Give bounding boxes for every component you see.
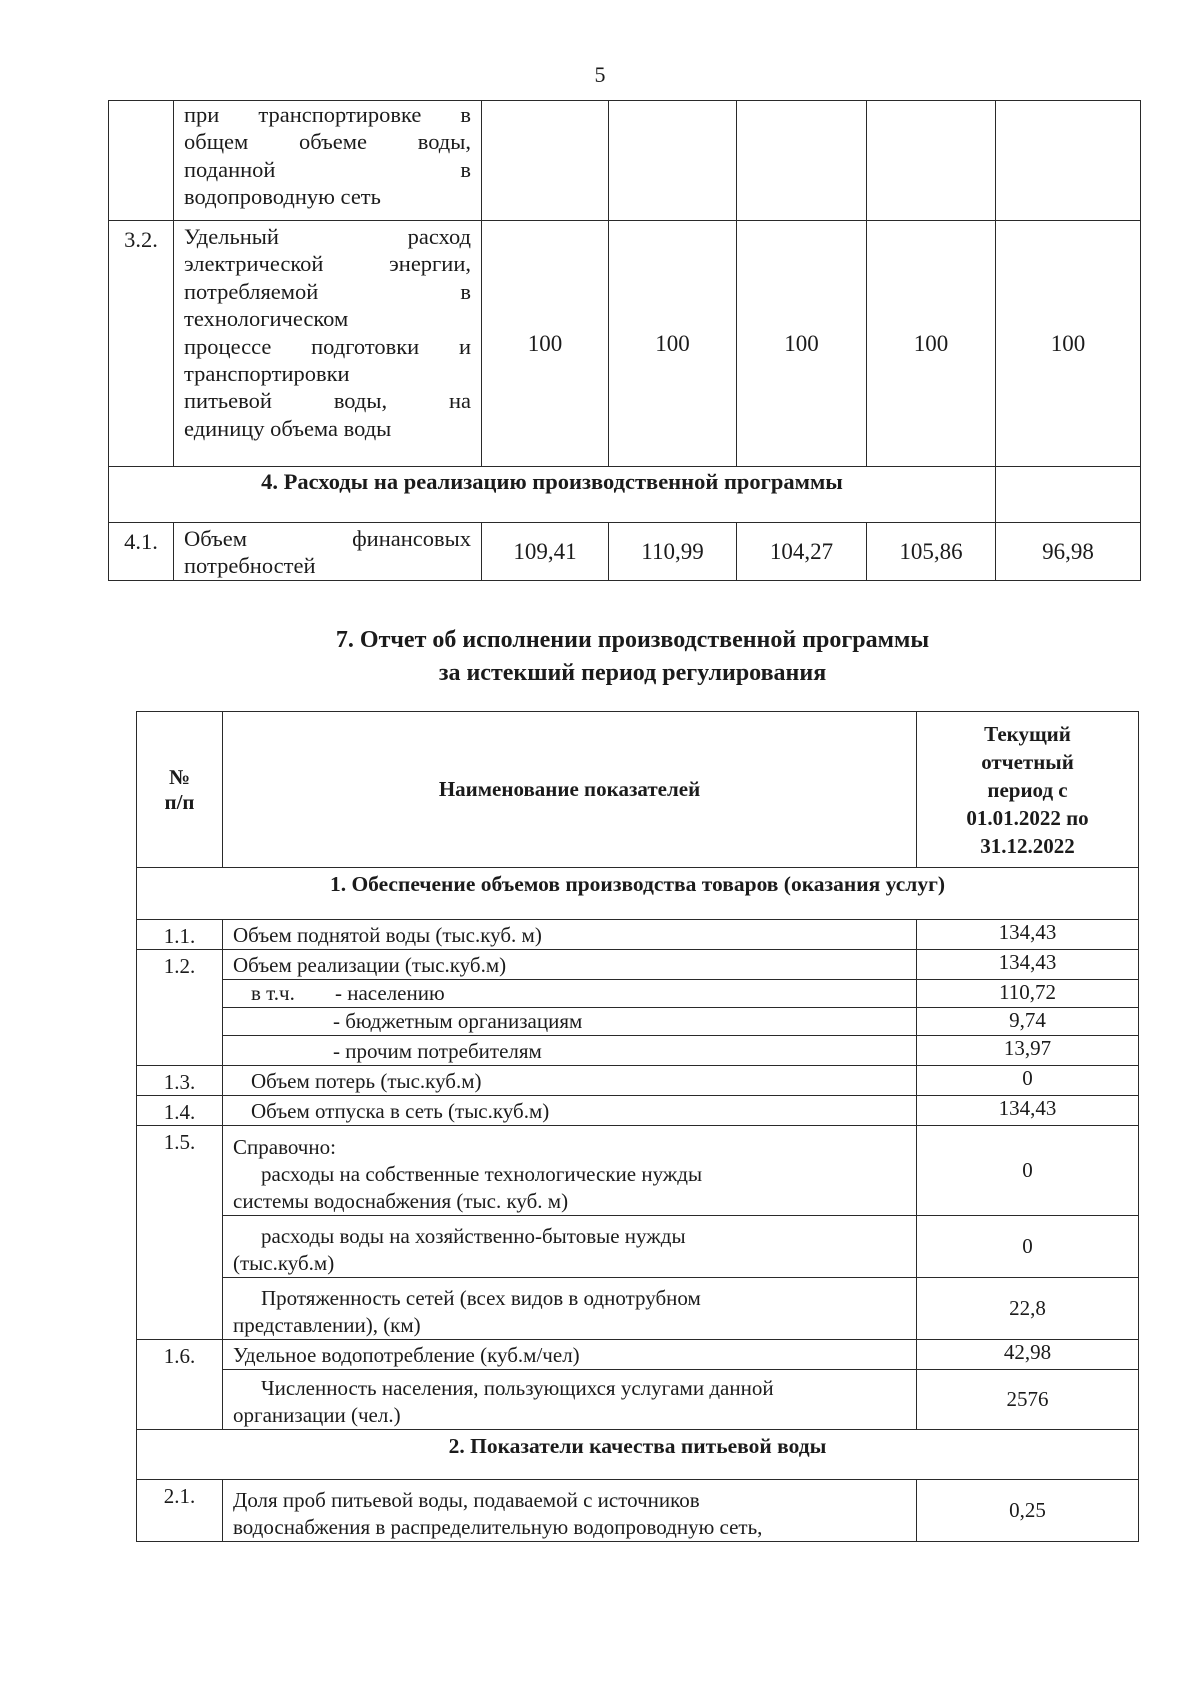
value-cell: 104,27: [737, 523, 867, 581]
header-number: № п/п: [137, 712, 223, 868]
table-row-1-3: [137, 1066, 1139, 1096]
row-number-empty: [137, 1216, 223, 1278]
value-cell: 9,74: [917, 1008, 1139, 1036]
table-row-1-6-population: [137, 1370, 1139, 1430]
value-cell: 0: [917, 1126, 1139, 1216]
section-heading: 4. Расходы на реализацию производственной программы: [109, 467, 996, 523]
value-cell: 110,99: [609, 523, 737, 581]
table-row-1-2-other: [137, 1036, 1139, 1066]
indicator-name: Объем финансовых потребностей: [174, 523, 482, 581]
value-cell: 0: [917, 1216, 1139, 1278]
table-row-1-5-household-needs: [137, 1216, 1139, 1278]
value-cell: 134,43: [917, 920, 1139, 950]
indicator-name: Объем поднятой воды (тыс.куб. м): [223, 920, 917, 950]
table-row-1-2-budget: [137, 1008, 1139, 1036]
section-row-2: [137, 1430, 1139, 1480]
production-report-table: [136, 711, 1139, 1542]
table-row-2-1: [137, 1480, 1139, 1542]
header-indicator-name: Наименование показателей: [223, 712, 917, 868]
indicator-name: Объем реализации (тыс.куб.м): [223, 950, 917, 980]
row-number: 1.5.: [137, 1126, 223, 1216]
row-number: 1.6.: [137, 1340, 223, 1370]
value-cell-empty: [996, 101, 1141, 221]
value-cell: 96,98: [996, 523, 1141, 581]
indicator-name-continued: при транспортировке в общем объеме воды, поданной в водопроводную сеть: [174, 101, 482, 221]
table-row-3-2: [109, 221, 1141, 467]
table-row-1-2-population: [137, 980, 1139, 1008]
row-number-empty: [137, 1370, 223, 1430]
value-cell-empty: [867, 101, 996, 221]
indicator-name: Протяженность сетей (всех видов в однотрубном представлении), (км): [223, 1278, 917, 1340]
value-cell: 100: [867, 221, 996, 467]
section-heading: 1. Обеспечение объемов производства товаров (оказания услуг): [137, 868, 1139, 920]
indicator-name: Справочно: расходы на собственные технологические нужды системы водоснабжения (тыс. куб. м): [223, 1126, 917, 1216]
section-row-4: [109, 467, 1141, 523]
row-number: 1.3.: [137, 1066, 223, 1096]
value-cell: 100: [996, 221, 1141, 467]
value-cell-empty: [609, 101, 737, 221]
value-cell: 100: [482, 221, 609, 467]
table-row-1-5-tech-needs: [137, 1126, 1139, 1216]
table-header-row: [137, 712, 1139, 868]
indicator-name: в т.ч. - населению: [223, 980, 917, 1008]
table-row-continuation: [109, 101, 1141, 221]
section-heading: 2. Показатели качества питьевой воды: [137, 1430, 1139, 1480]
indicators-table-continued: [108, 100, 1141, 581]
value-cell: 0: [917, 1066, 1139, 1096]
indicator-name: Удельный расход электрической энергии, потребляемой в технологическом процессе подготовки и транспортировки питьевой воды, на единицу объема воды: [174, 221, 482, 467]
page-number: 5: [594, 62, 606, 87]
value-cell: 105,86: [867, 523, 996, 581]
section-row-1: [137, 868, 1139, 920]
row-number-empty: [137, 1036, 223, 1066]
value-cell: 110,72: [917, 980, 1139, 1008]
table-row-1-2: [137, 950, 1139, 980]
value-cell-empty: [996, 467, 1141, 523]
row-number-empty: [137, 1278, 223, 1340]
table-row-1-6: [137, 1340, 1139, 1370]
row-number: 1.2.: [137, 950, 223, 980]
table-row-1-5-network-length: [137, 1278, 1139, 1340]
indicator-name: Объем потерь (тыс.куб.м): [223, 1066, 917, 1096]
value-cell: 100: [737, 221, 867, 467]
table-row-1-1: [137, 920, 1139, 950]
indicator-name: - прочим потребителям: [223, 1036, 917, 1066]
indicator-name: Численность населения, пользующихся услугами данной организации (чел.): [223, 1370, 917, 1430]
table-row-1-4: [137, 1096, 1139, 1126]
value-cell: 22,8: [917, 1278, 1139, 1340]
row-number: 3.2.: [109, 221, 174, 467]
row-number: 4.1.: [109, 523, 174, 581]
value-cell-empty: [737, 101, 867, 221]
value-cell: 13,97: [917, 1036, 1139, 1066]
table-row-4-1: [109, 523, 1141, 581]
value-cell: 2576: [917, 1370, 1139, 1430]
row-number: 1.1.: [137, 920, 223, 950]
row-number: 1.4.: [137, 1096, 223, 1126]
header-period: Текущий отчетный период с 01.01.2022 по 31.12.2022: [917, 712, 1139, 868]
value-cell: 100: [609, 221, 737, 467]
indicator-name: Доля проб питьевой воды, подаваемой с источников водоснабжения в распределительную водопроводную сеть,: [223, 1480, 917, 1542]
indicator-name: - бюджетным организациям: [223, 1008, 917, 1036]
value-cell: 0,25: [917, 1480, 1139, 1542]
row-number: 2.1.: [137, 1480, 223, 1542]
report-title: 7. Отчет об исполнении производственной программы за истекший период регулирования: [335, 627, 930, 686]
row-number-empty: [109, 101, 174, 221]
value-cell-empty: [482, 101, 609, 221]
indicator-name: Объем отпуска в сеть (тыс.куб.м): [223, 1096, 917, 1126]
row-number-empty: [137, 980, 223, 1008]
row-number-empty: [137, 1008, 223, 1036]
indicator-name: расходы воды на хозяйственно-бытовые нужды (тыс.куб.м): [223, 1216, 917, 1278]
value-cell: 42,98: [917, 1340, 1139, 1370]
indicator-name: Удельное водопотребление (куб.м/чел): [223, 1340, 917, 1370]
value-cell: 134,43: [917, 950, 1139, 980]
value-cell: 134,43: [917, 1096, 1139, 1126]
value-cell: 109,41: [482, 523, 609, 581]
